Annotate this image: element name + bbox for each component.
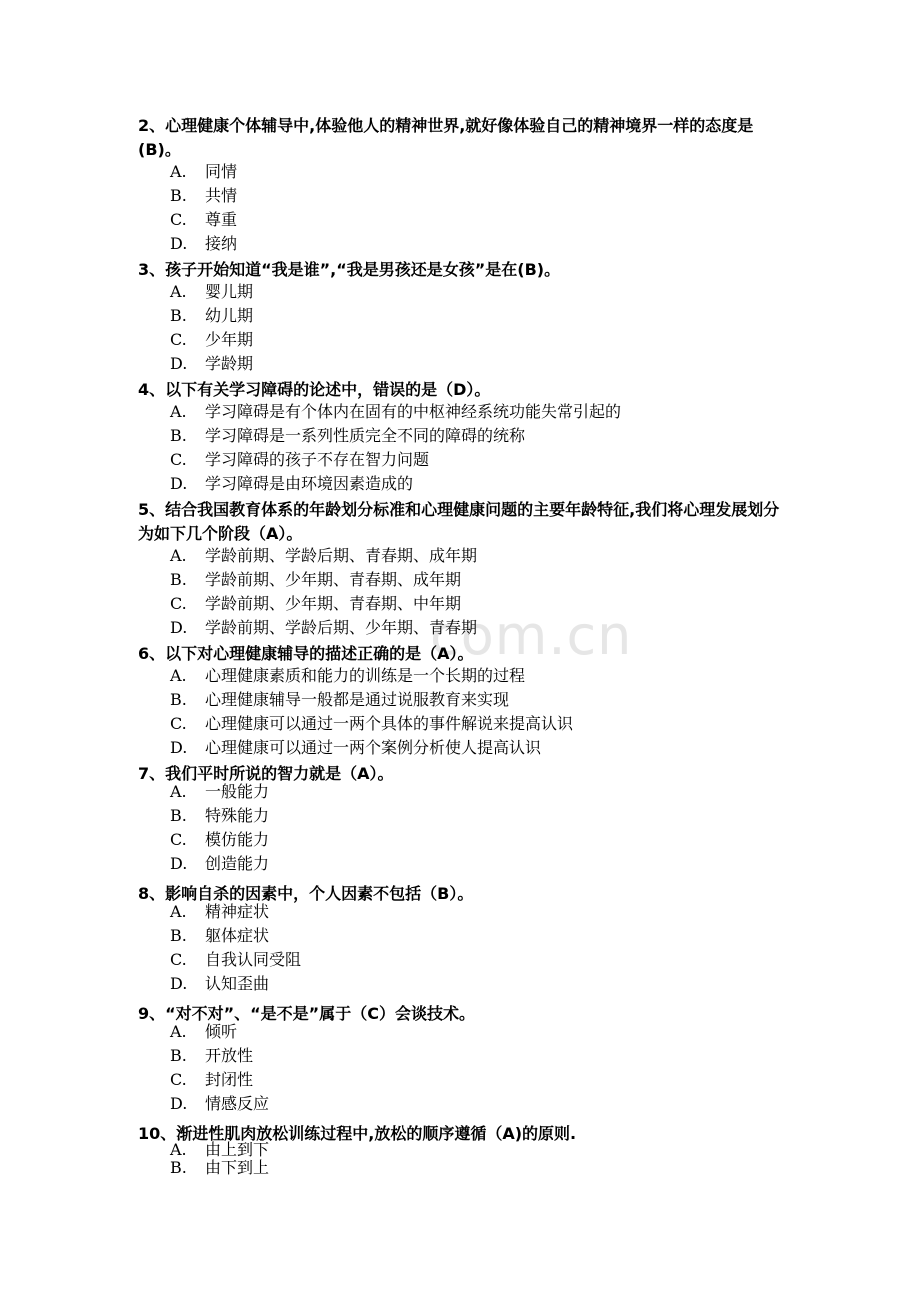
answer-option: [170, 1156, 269, 1180]
option-letter: B.: [170, 306, 187, 325]
answer-option: [170, 852, 269, 876]
answer-option: [170, 568, 461, 592]
answer-option: [170, 948, 301, 972]
answer-option: [170, 280, 253, 304]
option-letter: D.: [170, 234, 188, 253]
option-text: 同情: [205, 162, 238, 181]
option-letter: C.: [170, 210, 187, 229]
option-text: 由上到下: [205, 1140, 270, 1159]
option-letter: D.: [170, 854, 188, 873]
answer-option: [170, 232, 237, 256]
answer-option: [170, 1068, 253, 1092]
option-letter: A.: [170, 782, 187, 801]
option-text: 倾听: [205, 1022, 238, 1041]
option-letter: D.: [170, 974, 188, 993]
option-letter: A.: [170, 666, 187, 685]
option-text: 封闭性: [205, 1070, 254, 1089]
answer-option: [170, 1092, 269, 1116]
option-text: 接纳: [205, 234, 238, 253]
option-letter: B.: [170, 690, 187, 709]
option-text: 自我认同受阻: [205, 950, 302, 969]
option-text: 创造能力: [205, 854, 270, 873]
option-text: 幼儿期: [205, 306, 254, 325]
option-text: 学龄前期、学龄后期、青春期、成年期: [205, 546, 478, 565]
option-letter: B.: [170, 1158, 187, 1177]
option-letter: D.: [170, 354, 188, 373]
option-text: 学龄期: [205, 354, 254, 373]
answer-option: [170, 448, 429, 472]
answer-option: [170, 328, 253, 352]
answer-option: [170, 400, 621, 424]
option-letter: D.: [170, 1094, 188, 1113]
answer-option: [170, 900, 269, 924]
answer-option: [170, 688, 509, 712]
option-text: 学习障碍是有个体内在固有的中枢神经系统功能失常引起的: [205, 402, 622, 421]
option-letter: A.: [170, 1022, 187, 1041]
question-stem: 9、“对不对”、“是不是”属于（C）会谈技术。: [138, 1004, 475, 1023]
option-letter: C.: [170, 714, 187, 733]
question-stem: 3、孩子开始知道“我是谁”,“我是男孩还是女孩”是在(B)。: [138, 260, 561, 279]
answer-option: [170, 924, 269, 948]
option-text: 一般能力: [205, 782, 270, 801]
answer-option: [170, 544, 477, 568]
answer-option: [170, 972, 269, 996]
option-letter: A.: [170, 282, 187, 301]
option-text: 精神症状: [205, 902, 270, 921]
option-text: 学习障碍是一系列性质完全不同的障碍的统称: [205, 426, 526, 445]
option-text: 心理健康素质和能力的训练是一个长期的过程: [205, 666, 526, 685]
option-letter: C.: [170, 950, 187, 969]
option-letter: A.: [170, 546, 187, 565]
question-stem: 7、我们平时所说的智力就是（A）。: [138, 764, 394, 783]
question-stem: 5、结合我国教育体系的年龄划分标准和心理健康问题的主要年龄特征,我们将心理发展划分为如下几个阶段（A）。: [138, 500, 780, 543]
answer-option: [170, 352, 253, 376]
option-text: 尊重: [205, 210, 238, 229]
option-text: 学龄前期、学龄后期、少年期、青春期: [205, 618, 478, 637]
option-letter: C.: [170, 330, 187, 349]
option-letter: B.: [170, 570, 187, 589]
option-letter: A.: [170, 1140, 187, 1159]
option-text: 躯体症状: [205, 926, 270, 945]
question-stem: 10、渐进性肌肉放松训练过程中,放松的顺序遵循（A)的原则.: [138, 1124, 577, 1143]
option-text: 认知歪曲: [205, 974, 270, 993]
answer-option: [170, 472, 413, 496]
option-text: 心理健康可以通过一两个案例分析使人提高认识: [205, 738, 542, 757]
answer-option: [170, 664, 525, 688]
option-text: 学龄前期、少年期、青春期、成年期: [205, 570, 462, 589]
answer-option: [170, 424, 525, 448]
question-stem: 2、心理健康个体辅导中,体验他人的精神世界,就好像体验自己的精神境界一样的态度是(B)。: [138, 116, 754, 159]
answer-option: [170, 804, 269, 828]
option-letter: B.: [170, 926, 187, 945]
option-text: 特殊能力: [205, 806, 270, 825]
option-letter: B.: [170, 806, 187, 825]
option-text: 学习障碍的孩子不存在智力问题: [205, 450, 430, 469]
answer-option: [170, 736, 541, 760]
answer-option: [170, 616, 477, 640]
answer-option: [170, 592, 461, 616]
answer-option: [170, 208, 237, 232]
option-text: 学龄前期、少年期、青春期、中年期: [205, 594, 462, 613]
option-text: 情感反应: [205, 1094, 270, 1113]
option-letter: D.: [170, 738, 188, 757]
answer-option: [170, 1044, 253, 1068]
answer-option: [170, 780, 269, 804]
option-text: 共情: [205, 186, 238, 205]
watermark: com.cn: [430, 604, 633, 667]
option-letter: C.: [170, 1070, 187, 1089]
question-stem: 8、影响自杀的因素中，个人因素不包括（B）。: [138, 884, 474, 903]
option-letter: C.: [170, 594, 187, 613]
option-text: 心理健康辅导一般都是通过说服教育来实现: [205, 690, 510, 709]
option-letter: A.: [170, 162, 187, 181]
option-letter: B.: [170, 1046, 187, 1065]
option-letter: A.: [170, 902, 187, 921]
option-text: 学习障碍是由环境因素造成的: [205, 474, 414, 493]
option-text: 开放性: [205, 1046, 254, 1065]
option-letter: B.: [170, 186, 187, 205]
answer-option: [170, 184, 237, 208]
option-text: 少年期: [205, 330, 254, 349]
answer-option: [170, 160, 237, 184]
answer-option: [170, 712, 573, 736]
answer-option: [170, 1020, 237, 1044]
option-letter: A.: [170, 402, 187, 421]
option-text: 心理健康可以通过一两个具体的事件解说来提高认识: [205, 714, 574, 733]
option-letter: C.: [170, 450, 187, 469]
option-letter: B.: [170, 426, 187, 445]
option-text: 由下到上: [205, 1158, 270, 1177]
option-letter: D.: [170, 618, 188, 637]
question-stem: 4、以下有关学习障碍的论述中，错误的是（D）。: [138, 380, 491, 399]
option-letter: C.: [170, 830, 187, 849]
option-letter: D.: [170, 474, 188, 493]
option-text: 模仿能力: [205, 830, 270, 849]
answer-option: [170, 828, 269, 852]
option-text: 婴儿期: [205, 282, 254, 301]
answer-option: [170, 304, 253, 328]
question-stem: 6、以下对心理健康辅导的描述正确的是（A）。: [138, 644, 474, 663]
